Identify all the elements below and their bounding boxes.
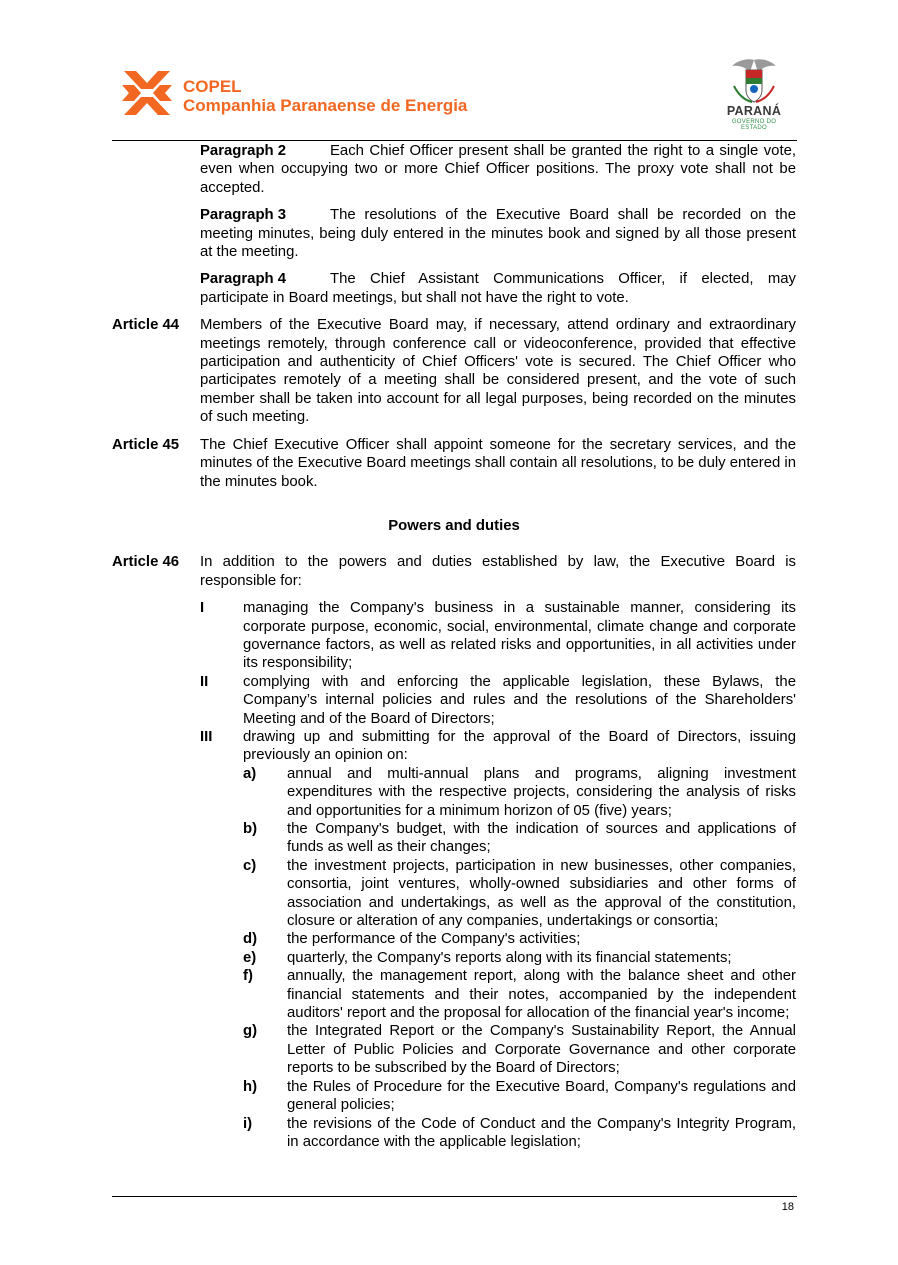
sub-item-text: quarterly, the Company's reports along with its financial statements; (287, 949, 732, 966)
article-label: Article 44 (112, 317, 180, 334)
sub-item-text: the Rules of Procedure for the Executive Board, Company's regulations and general policies; (287, 1078, 796, 1114)
state-name: PARANÁ (726, 104, 782, 118)
article-46-items (200, 599, 796, 1151)
list-item (200, 599, 796, 673)
article-text: In addition to the powers and duties established by law, the Executive Board is responsible for: (200, 554, 796, 589)
article-text: The Chief Executive Officer shall appoint someone for the secretary services, and the minutes of the Executive Board meetings shall contain all resolutions, to be duly entered in the minutes book. (200, 436, 796, 490)
sub-item (243, 1078, 796, 1115)
sub-item (243, 930, 796, 948)
sub-item (243, 820, 796, 857)
paragraph-label: Paragraph 4 (200, 271, 287, 288)
sub-item-letter: g) (243, 1023, 258, 1040)
item-text: drawing up and submitting for the approval of the Board of Directors, issuing previously an opinion on: (243, 728, 796, 764)
paragraph-text: The Chief Assistant Communications Officer, if elected, may participate in Board meetings, but shall not have the right to vote. (200, 271, 796, 306)
paragraph-label: Paragraph 2 (200, 143, 287, 159)
sub-item-letter: c) (243, 857, 257, 874)
sub-item (243, 765, 796, 820)
article-45 (112, 436, 796, 491)
item-number: II (200, 673, 209, 690)
sub-item-text: the investment projects, participation in new businesses, other companies, consortia, joint ventures, wholly-owned subsidiaries and other forms of association and undertakings, as well as the approval of the constitution, closure or alteration of any companies, undertakings or consortia; (287, 857, 796, 930)
copel-logo-icon (122, 69, 172, 117)
paragraph-2 (200, 142, 796, 197)
article-label: Article 46 (112, 554, 180, 571)
sub-item (243, 1115, 796, 1152)
header-divider (112, 140, 797, 141)
paragraph-text: The resolutions of the Executive Board shall be recorded on the meeting minutes, being duly entered in the minutes book and signed by all those present at the meeting. (200, 207, 796, 261)
sub-item-text: the Integrated Report or the Company's Sustainability Report, the Annual Letter of Public Policies and Corporate Governance and other corporate reports to be subscribed by the Board of Directors; (287, 1023, 796, 1077)
article-label: Article 45 (112, 436, 180, 453)
sub-item (243, 949, 796, 967)
paragraph-3 (200, 206, 796, 261)
brand-full-name: Companhia Paranaense de Energia (183, 96, 468, 115)
paragraph-label: Paragraph 3 (200, 207, 287, 224)
article-text: Members of the Executive Board may, if necessary, attend ordinary and extraordinary meetings remotely, through conference call or videoconference, provided that effective participation and authenticity of Chief Officers' vote is secured. The Chief Officer who participates remotely of a meeting shall be considered present, and the vote of such member shall be taken into account for all legal purposes, being recorded on the minutes of such meeting. (200, 317, 796, 426)
paragraph-4 (200, 270, 796, 307)
sub-item-letter: f) (243, 968, 253, 985)
state-subtitle: GOVERNO DO ESTADO (731, 119, 777, 131)
item-number: III (200, 728, 213, 745)
sub-item (243, 967, 796, 1022)
sub-item (243, 1022, 796, 1077)
list-item (200, 728, 796, 765)
page-number: 18 (781, 1201, 794, 1213)
sub-item-text: the Company's budget, with the indication of sources and applications of funds as well as their changes; (287, 821, 796, 856)
item-text: managing the Company's business in a sustainable manner, considering its corporate purpose, economic, social, environmental, climate change and corporate governance factors, as well as related risks and opportunities, in all activities under its responsibility; (243, 600, 796, 672)
item-iii-subitems (243, 765, 796, 1152)
sub-item-letter: h) (243, 1078, 258, 1095)
sub-item-text: annually, the management report, along with the balance sheet and other financial statements and their notes, accompanied by the independent auditors' report and the proposal for allocation of the financial year's income; (287, 968, 796, 1022)
sub-item-text: the performance of the Company's activities; (287, 931, 581, 948)
article-44 (112, 316, 796, 426)
section-title: Powers and duties (388, 517, 520, 534)
list-item (200, 673, 796, 728)
sub-item (243, 857, 796, 931)
parana-crest-icon (728, 56, 780, 104)
footer-divider (112, 1196, 797, 1197)
sub-item-letter: d) (243, 931, 258, 948)
document-body (112, 142, 796, 1151)
paragraph-text: Each Chief Officer present shall be granted the right to a single vote, even when occupying two or more Chief Officer positions. The proxy vote shall not be accepted. (200, 143, 796, 196)
item-text: complying with and enforcing the applicable legislation, these Bylaws, the Company’s internal policies and rules and the resolutions of the Shareholders' Meeting and of the Board of Directors; (243, 673, 796, 727)
item-number: I (200, 600, 205, 617)
sub-item-letter: b) (243, 821, 258, 837)
sub-item-letter: i) (243, 1115, 253, 1132)
sub-item-text: annual and multi-annual plans and programs, aligning investment expenditures with the respective projects, considering the analysis of risks and opportunities for a minimum horizon of 05 (five) years; (287, 765, 796, 819)
sub-item-letter: a) (243, 765, 257, 782)
sub-item-letter: e) (243, 949, 257, 966)
article-46 (112, 553, 796, 590)
brand-name: COPEL (183, 77, 242, 96)
sub-item-text: the revisions of the Code of Conduct and the Company's Integrity Program, in accordance with the applicable legislation; (287, 1115, 796, 1150)
